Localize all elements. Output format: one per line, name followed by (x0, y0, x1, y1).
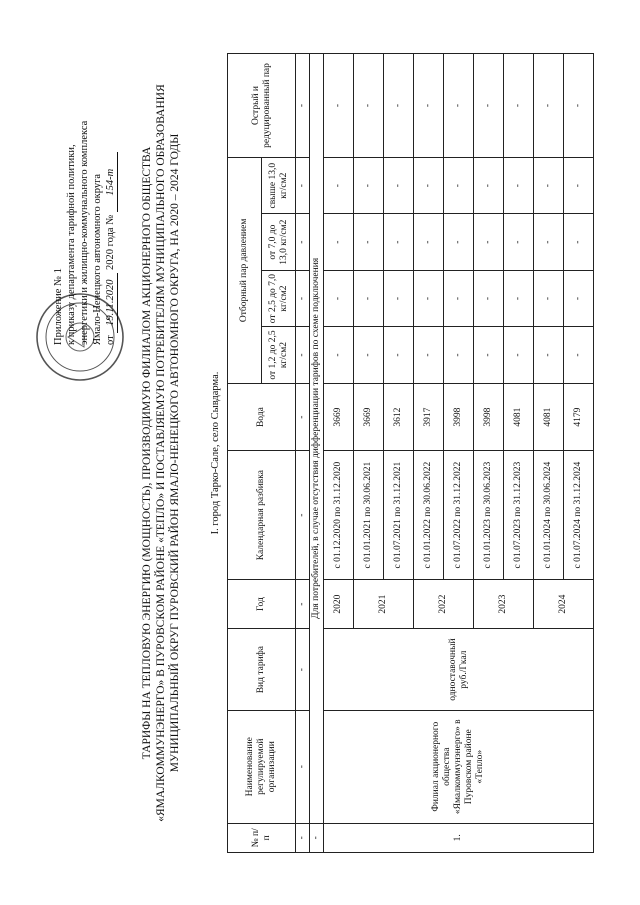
water-cell: 3669 (324, 383, 354, 451)
period-cell: с 01.07.2021 по 31.12.2021 (384, 451, 414, 579)
dash-cell: - (474, 214, 504, 270)
dash-cell: - (310, 823, 324, 852)
row-number: 1. (324, 823, 594, 852)
header-tariff-type: Вид тарифа (228, 629, 296, 710)
dash-cell: - (474, 54, 504, 158)
dash-cell: - (296, 629, 310, 710)
header-period: Календарная разбивка (228, 451, 296, 579)
document-title (140, 43, 182, 863)
dash-cell: - (504, 270, 534, 326)
title-line: МУНИЦИПАЛЬНЫЙ ОКРУГ ПУРОВСКИЙ РАЙОН ЯМАЛО-НЕНЕЦКОГО АВТОНОМНОГО ОКРУГА, НА 2020 – 2024 ГОДЫ (169, 133, 181, 773)
dash-cell: - (474, 157, 504, 213)
year-cell: 2023 (474, 579, 534, 629)
dash-cell: - (444, 327, 474, 383)
dash-cell: - (414, 327, 444, 383)
title-line: ТАРИФЫ НА ТЕПЛОВУЮ ЭНЕРГИЮ (МОЩНОСТЬ), ПРОИЗВОДИМУЮ ФИЛИАЛОМ АКЦИОНЕРНОГО ОБЩЕСТВА (141, 146, 153, 760)
dash-cell: - (296, 383, 310, 451)
appendix-number-value: 154-т (104, 152, 118, 212)
dash-cell: - (296, 579, 310, 629)
appendix-from-label: от (105, 335, 116, 345)
dash-cell: - (534, 270, 564, 326)
header-number: № п/п (228, 823, 296, 852)
water-cell: 4081 (534, 383, 564, 451)
period-cell: с 01.01.2021 по 30.06.2021 (354, 451, 384, 579)
tariff-type: одноставочный руб./Гкал (324, 629, 594, 710)
dash-cell: - (296, 54, 310, 158)
header-steam-col: свыше 13,0 кг/см2 (262, 157, 296, 213)
dash-cell: - (564, 270, 594, 326)
dash-cell: - (324, 54, 354, 158)
appendix-year-tail: 2020 года № (105, 214, 116, 271)
appendix-line: к приказу департамента тарифной политики, (66, 144, 77, 345)
dash-cell: - (296, 710, 310, 823)
period-cell: с 01.07.2023 по 31.12.2023 (504, 451, 534, 579)
year-cell: 2020 (324, 579, 354, 629)
dash-cell: - (384, 327, 414, 383)
period-cell: с 01.07.2024 по 31.12.2024 (564, 451, 594, 579)
dash-cell: - (384, 157, 414, 213)
dash-cell: - (414, 157, 444, 213)
note-text: Для потребителей, в случае отсутствия дифференциации тарифов по схеме подключения (310, 54, 324, 824)
dash-cell: - (504, 327, 534, 383)
dash-cell: - (534, 54, 564, 158)
dash-cell: - (384, 54, 414, 158)
period-cell: с 01.01.2024 по 30.06.2024 (534, 451, 564, 579)
title-line: «ЯМАЛКОММУНЭНЕРГО» В ПУРОВСКОМ РАЙОНЕ «ТЕПЛО» И ПОСТАВЛЯЕМУЮ ПОТРЕБИТЕЛЯМ МУНИЦИПАЛЬНОГО ОБРАЗОВАНИЯ (155, 84, 167, 822)
year-cell: 2024 (534, 579, 594, 629)
dash-cell: - (324, 327, 354, 383)
table-row (324, 54, 354, 853)
water-cell: 4179 (564, 383, 594, 451)
dash-cell: - (534, 214, 564, 270)
water-cell: 3998 (444, 383, 474, 451)
dash-cell: - (474, 270, 504, 326)
dash-cell: - (414, 270, 444, 326)
year-cell: 2021 (354, 579, 414, 629)
dash-cell: - (474, 327, 504, 383)
header-organization: Наименование регулируемой организации (228, 710, 296, 823)
water-cell: 3998 (474, 383, 504, 451)
dash-cell: - (324, 214, 354, 270)
dash-cell: - (354, 157, 384, 213)
header-steam: Отборный пар давлением (228, 157, 262, 383)
dash-cell: - (564, 157, 594, 213)
header-year: Год (228, 579, 296, 629)
organization-name: Филиал акционерного общества «Ямалкоммунэнерго» в Пуровском районе «Тепло» (324, 710, 594, 823)
appendix-date: 19.11.2020 (104, 273, 118, 333)
header-steam-col: от 7,0 до 13,0 кг/см2 (262, 214, 296, 270)
dash-cell: - (296, 270, 310, 326)
dash-cell: - (414, 54, 444, 158)
dash-cell: - (504, 214, 534, 270)
dash-cell: - (564, 214, 594, 270)
period-cell: с 01.07.2022 по 31.12.2022 (444, 451, 474, 579)
tariff-table (227, 53, 594, 853)
period-cell: с 01.12.2020 по 31.12.2020 (324, 451, 354, 579)
appendix-line: Ямало-Ненецкого автономного округа (92, 173, 103, 345)
dash-cell: - (414, 214, 444, 270)
dash-cell: - (296, 823, 310, 852)
note-row (310, 54, 324, 853)
header-steam-col: от 2,5 до 7,0 кг/см2 (262, 270, 296, 326)
appendix-number: Приложение № 1 (53, 268, 64, 345)
dash-cell: - (354, 270, 384, 326)
dash-cell: - (444, 157, 474, 213)
appendix-date-line (104, 45, 118, 345)
dash-cell: - (564, 54, 594, 158)
water-cell: 4081 (504, 383, 534, 451)
dash-cell: - (504, 54, 534, 158)
dash-cell: - (296, 214, 310, 270)
dash-cell: - (444, 54, 474, 158)
dash-cell: - (504, 157, 534, 213)
dash-cell: - (324, 270, 354, 326)
dash-cell: - (564, 327, 594, 383)
dash-cell: - (354, 327, 384, 383)
year-cell: 2022 (414, 579, 474, 629)
dash-cell: - (444, 270, 474, 326)
period-cell: с 01.01.2022 по 30.06.2022 (414, 451, 444, 579)
dash-cell: - (354, 54, 384, 158)
dash-cell: - (296, 327, 310, 383)
dash-cell: - (324, 157, 354, 213)
header-sharp-steam: Острый и редуцированный пар (228, 54, 296, 158)
dash-cell: - (534, 327, 564, 383)
dash-cell: - (534, 157, 564, 213)
water-cell: 3917 (414, 383, 444, 451)
section-title: I. город Тарко-Сале, село Сывдарма. (210, 371, 221, 535)
dash-cell: - (296, 157, 310, 213)
water-cell: 3612 (384, 383, 414, 451)
header-steam-col: от 1,2 до 2,5 кг/см2 (262, 327, 296, 383)
appendix-header (52, 45, 118, 345)
dash-cell: - (354, 214, 384, 270)
appendix-line: энергетики и жилищно-коммунального комплекса (79, 120, 90, 345)
period-cell: с 01.01.2023 по 30.06.2023 (474, 451, 504, 579)
dash-row (296, 54, 310, 853)
header-row (228, 54, 262, 853)
water-cell: 3669 (354, 383, 384, 451)
header-water: Вода (228, 383, 296, 451)
dash-cell: - (444, 214, 474, 270)
dash-cell: - (384, 214, 414, 270)
dash-cell: - (384, 270, 414, 326)
dash-cell: - (296, 451, 310, 579)
rotated-content (40, 43, 630, 863)
